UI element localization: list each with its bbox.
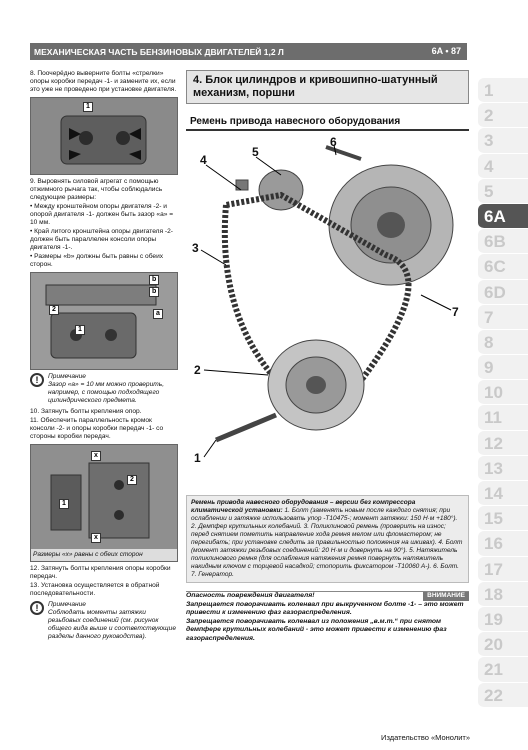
chapter-tabs: [478, 78, 528, 708]
chapter-tab-17[interactable]: 17: [478, 557, 528, 582]
warning-title: Опасность повреждения двигателя!: [186, 592, 315, 599]
chapter-tab-6b[interactable]: 6B: [478, 229, 528, 254]
chapter-tab-14[interactable]: 14: [478, 481, 528, 506]
photo-2-callout-a: a: [153, 309, 163, 319]
callout-5: 5: [252, 145, 259, 159]
photo-3-callout-x2: x: [91, 533, 101, 543]
page-number: 6A • 87: [431, 46, 461, 56]
chapter-tab-15[interactable]: 15: [478, 506, 528, 531]
photo-2-callout-b1: b: [149, 275, 159, 285]
chapter-tab-18[interactable]: 18: [478, 582, 528, 607]
chapter-tab-8[interactable]: 8: [478, 330, 528, 355]
photo-2-callout-2: 2: [49, 305, 59, 315]
chapter-tab-5[interactable]: 5: [478, 179, 528, 204]
photo-1-callout: 1: [83, 102, 93, 112]
bullet-3: • Размеры «b» должны быть равны с обеих сторон.: [30, 253, 164, 268]
belt-drive-illustration: [186, 135, 469, 495]
chapter-tab-22[interactable]: 22: [478, 683, 528, 708]
note-2-text: Соблюдать моменты затяжки резьбовых соединений (см. рисунок общего вида выше и соответствующие разделы данного руководства).: [48, 609, 176, 640]
info-icon: !: [30, 601, 44, 615]
chapter-tab-1[interactable]: 1: [478, 78, 528, 103]
callout-4: 4: [200, 153, 207, 167]
belt-drive-diagram: [186, 135, 469, 495]
chapter-tab-11[interactable]: 11: [478, 405, 528, 430]
engine-mount-photo-2: [30, 272, 178, 370]
warning-1: Запрещается поворачивать коленвал при выкрученном болте -1- – это может привести к изменению фаз газораспределения.: [186, 600, 464, 616]
bullet-2: • Край литого кронштейна опоры двигателя -2- должен быть параллелен консоли опоры двигателя -1-.: [30, 228, 173, 251]
step-9: 9. Выровнять силовой агрегат с помощью отжимного рычага так, чтобы соблюдались следующие размеры:: [30, 178, 163, 201]
chapter-tab-4[interactable]: 4: [478, 154, 528, 179]
warning-2: Запрещается поворачивать коленвал из положения „в.м.т.“ при снятом демпфере крутильных колебаний - это может привести к изменению фаз газораспределения.: [186, 617, 447, 642]
photo-3-callout-x1: x: [91, 451, 101, 461]
photo-3-callout-2: 2: [127, 475, 137, 485]
callout-6: 6: [330, 135, 337, 149]
photo-3-caption: Размеры «x» равны с обеих сторон: [31, 549, 178, 561]
engine-mount-photo-1: [30, 97, 178, 175]
gearbox-mount-photo: [30, 444, 178, 562]
chapter-tab-13[interactable]: 13: [478, 456, 528, 481]
chapter-tab-9[interactable]: 9: [478, 355, 528, 380]
step-8: 8. Поочерёдно выверните болты «стрелки» опоры коробки передач -1- и замените их, если это уже не проведено при установке двигателя.: [30, 70, 177, 93]
gearbox-mount-drawing: [31, 445, 178, 562]
chapter-tab-6a[interactable]: 6A: [478, 204, 528, 229]
photo-3-callout-1: 1: [59, 499, 69, 509]
caption-text: 1. Болт (заменять новым после каждого снятия; при ослаблении и затяжке использовать упор -T10475-; момент затяжки: 150 Н·м +180°). 2. Демпфер крутильных колебаний. 3. Поликлиновой ремень (проверить на износ; перед снятием пометить направление хода ремня мелом или фломастером; не перегибать; при установке следить за правильностью положения на шкивах). 4. Болт (момент затяжки резьбовых соединений: 20 Н·м и довернуть на 90°). 5. Натяжитель поликлинового ремня (для ослабления натяжения ремня повернуть натяжитель накидным ключом с торцевой насадкой; стопорить фиксатором -T10060 A-). 6. Болт. 7. Генератор.: [191, 507, 463, 578]
warning-label: ВНИМАНИЕ: [423, 592, 469, 601]
page-header: [30, 43, 467, 60]
chapter-tab-2[interactable]: 2: [478, 103, 528, 128]
step-11: 11. Обеспечить параллельность кромок консоли -2- и опоры коробки передач -1- со стороны коробки передач.: [30, 417, 164, 440]
step-10: 10. Затянуть болты крепления опор.: [30, 408, 142, 415]
header-title: МЕХАНИЧЕСКАЯ ЧАСТЬ БЕНЗИНОВЫХ ДВИГАТЕЛЕЙ 1,2 Л: [34, 46, 284, 57]
chapter-tab-6d[interactable]: 6D: [478, 280, 528, 305]
step-13: 13. Установка осуществляется в обратной последовательности.: [30, 582, 160, 597]
callout-3: 3: [192, 241, 199, 255]
note-2: [30, 601, 178, 641]
photo-2-callout-1: 1: [75, 325, 85, 335]
chapter-tab-10[interactable]: 10: [478, 380, 528, 405]
chapter-tab-7[interactable]: 7: [478, 305, 528, 330]
publisher-footer: Издательство «Монолит»: [381, 733, 470, 742]
note-1-text: Зазор «a» = 10 мм можно проверить, например, с помощью подходящего цилиндрического предмета.: [48, 381, 165, 404]
note-1: [30, 373, 178, 405]
chapter-tab-6c[interactable]: 6C: [478, 254, 528, 279]
callout-1: 1: [194, 451, 201, 465]
note-2-title: Примечание: [48, 601, 86, 608]
caption-heading: Ремень привода навесного оборудования – версии без компрессора климатической установки:: [191, 499, 416, 514]
chapter-tab-12[interactable]: 12: [478, 431, 528, 456]
left-column: [30, 70, 178, 644]
chapter-tab-21[interactable]: 21: [478, 657, 528, 682]
step-12: 12. Затянуть болты крепления опоры коробки передач.: [30, 565, 171, 580]
callout-2: 2: [194, 363, 201, 377]
engine-mount-drawing: [31, 98, 178, 175]
callout-7: 7: [452, 305, 459, 319]
figure-caption: [186, 495, 469, 583]
chapter-tab-16[interactable]: 16: [478, 531, 528, 556]
section-subtitle: Ремень привода навесного оборудования: [186, 114, 469, 131]
section-title: 4. Блок цилиндров и кривошипно-шатунный механизм, поршни: [186, 70, 469, 104]
warning-box: [186, 591, 469, 643]
chapter-tab-20[interactable]: 20: [478, 632, 528, 657]
info-icon: !: [30, 373, 44, 387]
chapter-tab-3[interactable]: 3: [478, 128, 528, 153]
main-section: [186, 70, 469, 643]
bullet-1: • Между кронштейном опоры двигателя -2- и опорой двигателя -1- должен быть зазор «a» = 10 мм.: [30, 203, 174, 226]
photo-2-callout-b2: b: [149, 287, 159, 297]
chapter-tab-19[interactable]: 19: [478, 607, 528, 632]
note-1-title: Примечание: [48, 373, 86, 380]
